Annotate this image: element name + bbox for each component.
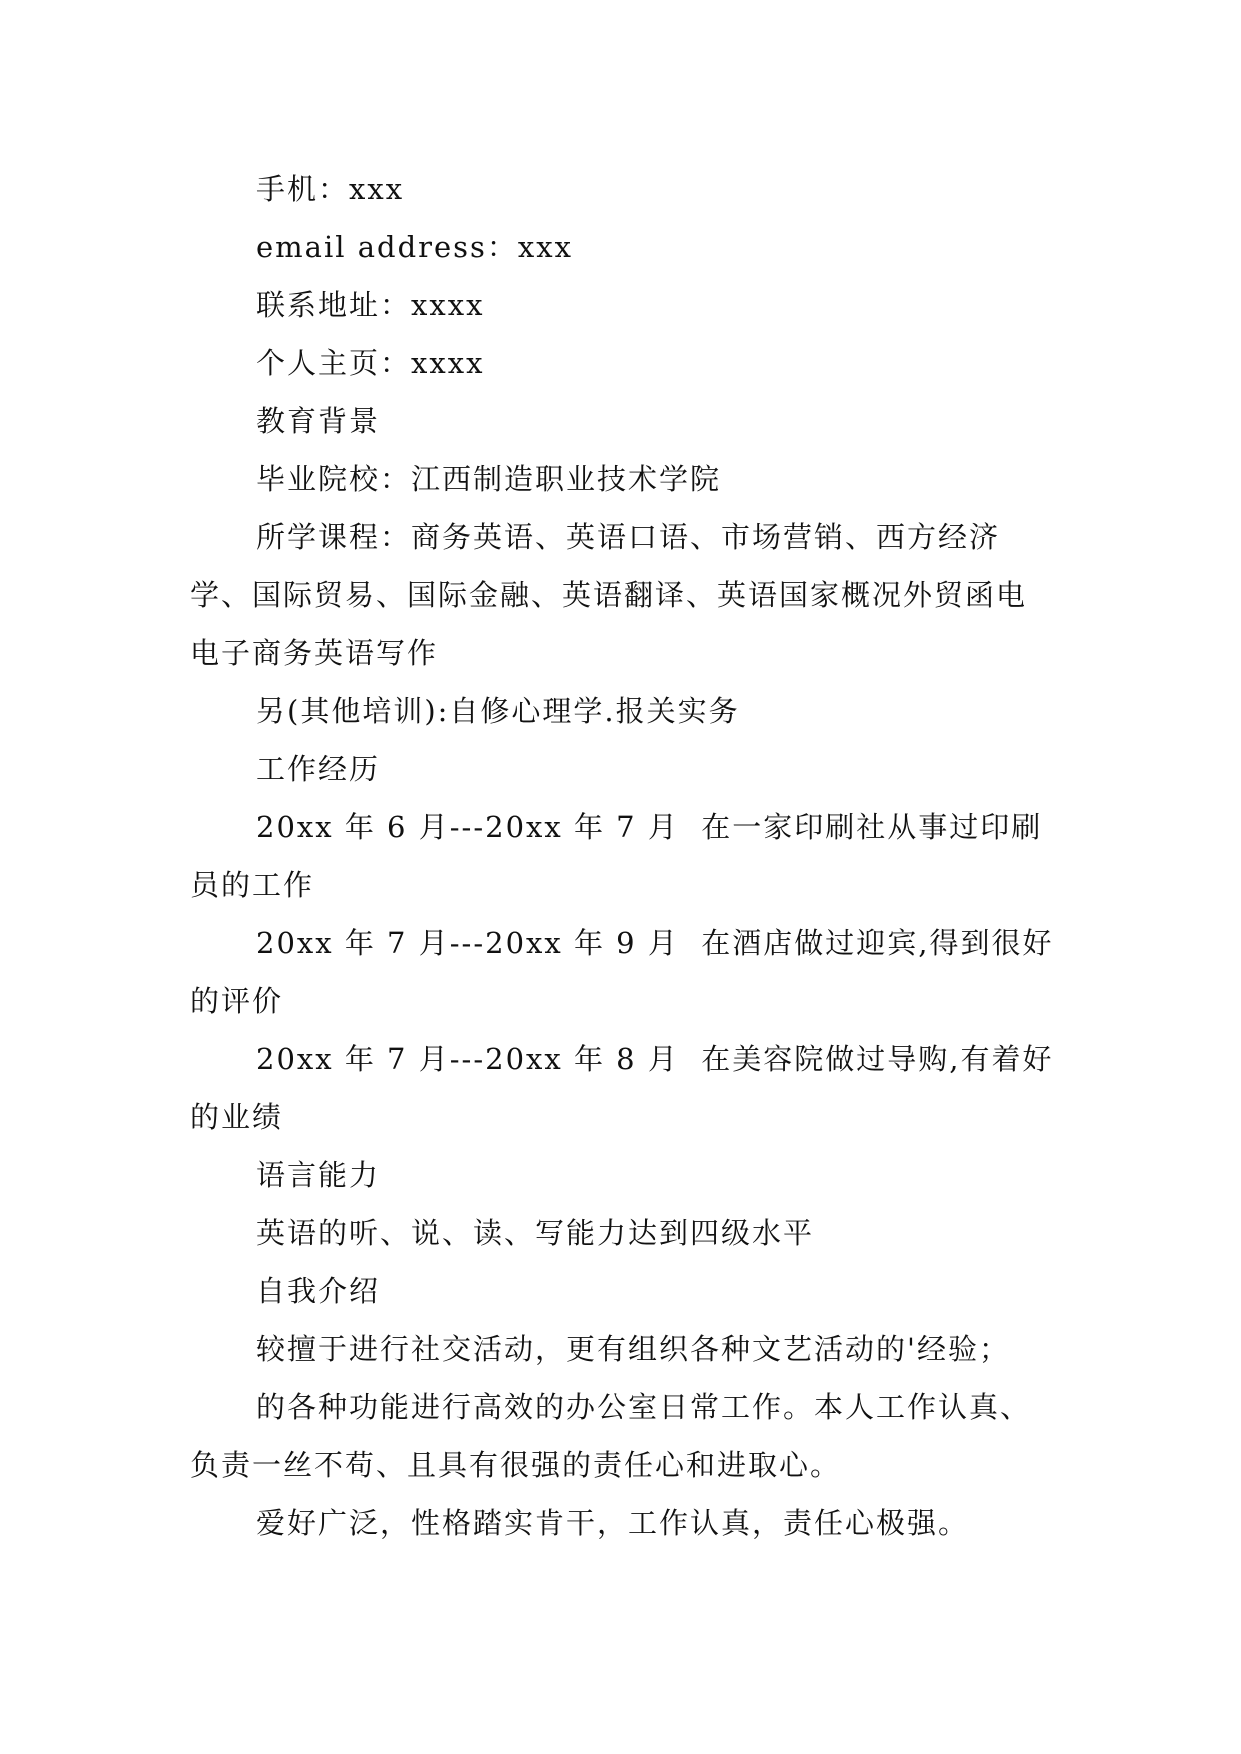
contact-email: email address：xxx — [256, 230, 573, 264]
language-skill: 英语的听、说、读、写能力达到四级水平 — [256, 1216, 815, 1250]
graduated-school: 毕业院校：江西制造职业技术学院 — [256, 462, 722, 496]
section-heading-self-intro: 自我介绍 — [256, 1274, 381, 1308]
self-intro-3: 爱好广泛，性格踏实肯干，工作认真，责任心极强。 — [256, 1506, 970, 1540]
work-entry-2: 20xx 年 7 月---20xx 年 9 月 在酒店做过迎宾,得到很好的评价 — [190, 926, 1054, 1018]
document-body — [190, 160, 1060, 1552]
contact-address: 联系地址：xxxx — [256, 288, 485, 322]
self-intro-2: 的各种功能进行高效的办公室日常工作。本人工作认真、负责一丝不苟、且具有很强的责任心和进取心。 — [190, 1390, 1032, 1482]
courses-studied: 所学课程：商务英语、英语口语、市场营销、西方经济学、国际贸易、国际金融、英语翻译、英语国家概况外贸函电 电子商务英语写作 — [190, 520, 1039, 670]
other-training: 另(其他培训):自修心理学.报关实务 — [256, 694, 740, 728]
work-entry-1: 20xx 年 6 月---20xx 年 7 月 在一家印刷社从事过印刷员的工作 — [190, 810, 1043, 902]
work-entry-3: 20xx 年 7 月---20xx 年 8 月 在美容院做过导购,有着好的业绩 — [190, 1042, 1054, 1134]
section-heading-language: 语言能力 — [256, 1158, 381, 1192]
personal-homepage: 个人主页：xxxx — [256, 346, 485, 380]
section-heading-education: 教育背景 — [256, 404, 381, 438]
self-intro-1: 较擅于进行社交活动，更有组织各种文艺活动的'经验； — [256, 1332, 1010, 1366]
contact-phone: 手机：xxx — [256, 172, 405, 206]
section-heading-work: 工作经历 — [256, 752, 381, 786]
